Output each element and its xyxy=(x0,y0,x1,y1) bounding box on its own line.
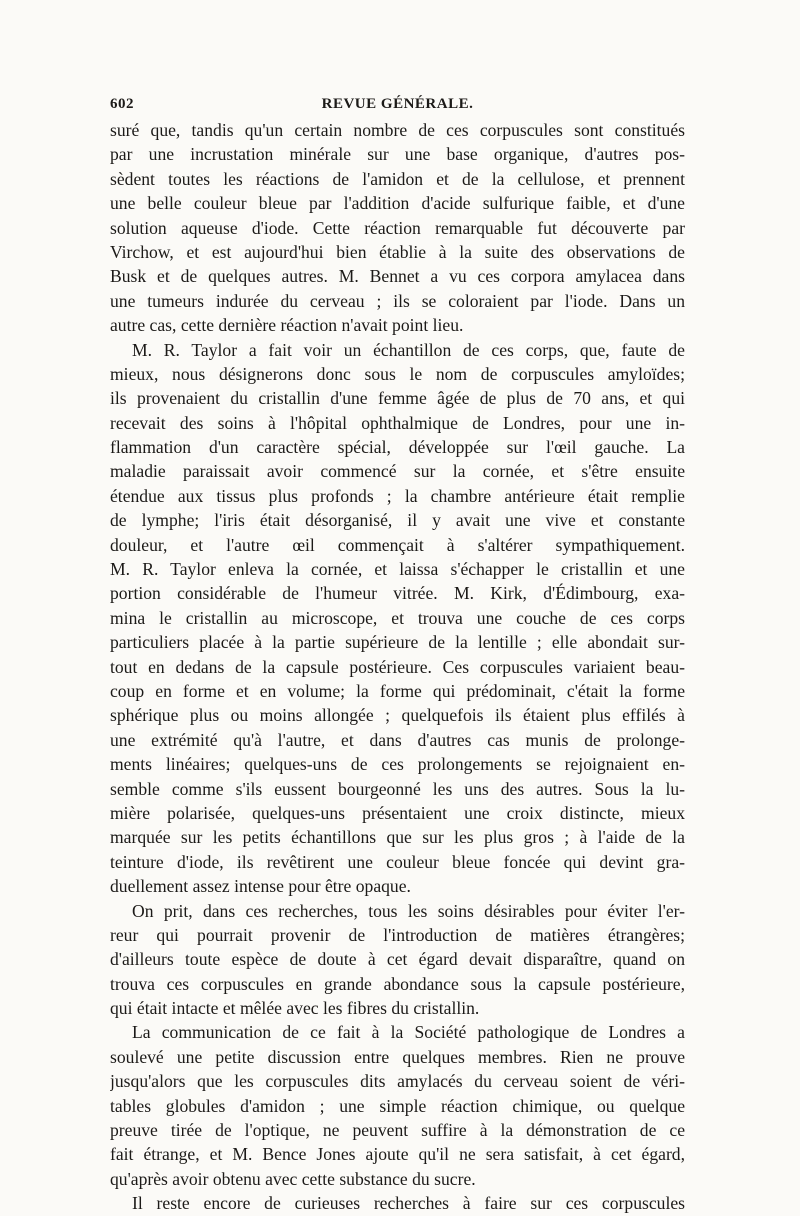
text-line: coup en forme et en volume; la forme qui prédominait, c'était la forme xyxy=(110,680,685,701)
text-line: preuve tirée de l'optique, ne peuvent suffire à la démonstration de ce xyxy=(110,1120,685,1141)
text-line: mieux, nous désignerons donc sous le nom de corpuscules amyloïdes; xyxy=(110,363,685,384)
text-line: jusqu'alors que les corpuscules dits amylacés du cerveau soient de véri- xyxy=(110,1071,685,1092)
text-line: semble comme s'ils eussent bourgeonné les uns des autres. Sous la lu- xyxy=(110,778,685,799)
running-title: REVUE GÉNÉRALE. xyxy=(321,96,474,112)
text-line: une belle couleur bleue par l'addition d'acide sulfurique faible, et d'une xyxy=(110,193,685,214)
text-line: teinture d'iode, ils revêtirent une couleur bleue foncée qui devint gra- xyxy=(110,851,685,872)
text-line: trouva ces corpuscules en grande abondance sous la capsule postérieure, xyxy=(110,973,685,994)
book-page xyxy=(110,92,685,1216)
text-line: ils provenaient du cristallin d'une femme âgée de plus de 70 ans, et qui xyxy=(110,388,685,409)
text-line: mina le cristallin au microscope, et trouva une couche de ces corps xyxy=(110,607,685,628)
text-line: qu'après avoir obtenu avec cette substance du sucre. xyxy=(110,1168,476,1189)
text-line: portion considérable de l'humeur vitrée. M. Kirk, d'Édimbourg, exa- xyxy=(110,583,685,604)
text-line: d'ailleurs toute espèce de doute à cet égard devait disparaître, quand on xyxy=(110,949,685,970)
text-line: étendue aux tissus plus profonds ; la chambre antérieure était remplie xyxy=(110,485,685,506)
text-line: particuliers placée à la partie supérieure de la lentille ; elle abondait sur- xyxy=(110,632,685,653)
text-line: fait étrange, et M. Bence Jones ajoute qu'il ne sera satisfait, à cet égard, xyxy=(110,1144,685,1165)
text-line: par une incrustation minérale sur une base organique, d'autres pos- xyxy=(110,144,685,165)
text-line: soulevé une petite discussion entre quelques membres. Rien ne prouve xyxy=(110,1046,685,1067)
text-line: M. R. Taylor a fait voir un échantillon de ces corps, que, faute de xyxy=(132,339,685,360)
page-number: 602 xyxy=(110,96,134,112)
text-line: maladie paraissait avoir commencé sur la cornée, et s'être ensuite xyxy=(110,461,685,482)
text-line: Virchow, et est aujourd'hui bien établie à la suite des observations de xyxy=(110,241,685,262)
text-line: Busk et de quelques autres. M. Bennet a vu ces corpora amylacea dans xyxy=(110,266,685,287)
text-line: ments linéaires; quelques-uns de ces prolongements se rejoignaient en- xyxy=(110,754,685,775)
text-line: une extrémité qu'à l'autre, et dans d'autres cas munis de prolonge- xyxy=(110,729,685,750)
text-line: reur qui pourrait provenir de l'introduction de matières étrangères; xyxy=(110,924,685,945)
text-line: sphérique plus ou moins allongée ; quelquefois ils étaient plus effilés à xyxy=(110,705,685,726)
text-line: douleur, et l'autre œil commençait à s'altérer sympathiquement. xyxy=(110,534,685,555)
text-line: duellement assez intense pour être opaque. xyxy=(110,876,411,897)
text-line: tout en dedans de la capsule postérieure. Ces corpuscules variaient beau- xyxy=(110,656,685,677)
text-line: autre cas, cette dernière réaction n'avait point lieu. xyxy=(110,315,464,336)
text-line: une tumeurs indurée du cerveau ; ils se coloraient par l'iode. Dans un xyxy=(110,290,685,311)
text-line: recevait des soins à l'hôpital ophthalmique de Londres, pour une in- xyxy=(110,412,685,433)
running-head xyxy=(110,92,685,118)
text-line: sèdent toutes les réactions de l'amidon et de la cellulose, et prennent xyxy=(110,168,685,189)
text-line: suré que, tandis qu'un certain nombre de ces corpuscules sont constitués xyxy=(110,120,685,140)
text-line: marquée sur les petits échantillons que sur les plus gros ; à l'aide de la xyxy=(110,827,685,848)
text-line: qui était intacte et mêlée avec les fibres du cristallin. xyxy=(110,998,480,1019)
text-line: tables globules d'amidon ; une simple réaction chimique, ou quelque xyxy=(110,1095,685,1116)
text-line: Il reste encore de curieuses recherches à faire sur ces corpuscules xyxy=(132,1193,685,1214)
text-line: La communication de ce fait à la Société pathologique de Londres a xyxy=(132,1022,685,1043)
text-line: On prit, dans ces recherches, tous les soins désirables pour éviter l'er- xyxy=(132,900,685,921)
text-line: flammation d'un caractère spécial, développée sur l'œil gauche. La xyxy=(110,437,685,458)
text-line: M. R. Taylor enleva la cornée, et laissa s'échapper le cristallin et une xyxy=(110,559,685,580)
body-text xyxy=(110,118,685,1216)
text-line: mière polarisée, quelques-uns présentaient une croix distincte, mieux xyxy=(110,802,685,823)
text-line: solution aqueuse d'iode. Cette réaction remarquable fut découverte par xyxy=(110,217,685,238)
text-line: de lymphe; l'iris était désorganisé, il y avait une vive et constante xyxy=(110,510,685,531)
